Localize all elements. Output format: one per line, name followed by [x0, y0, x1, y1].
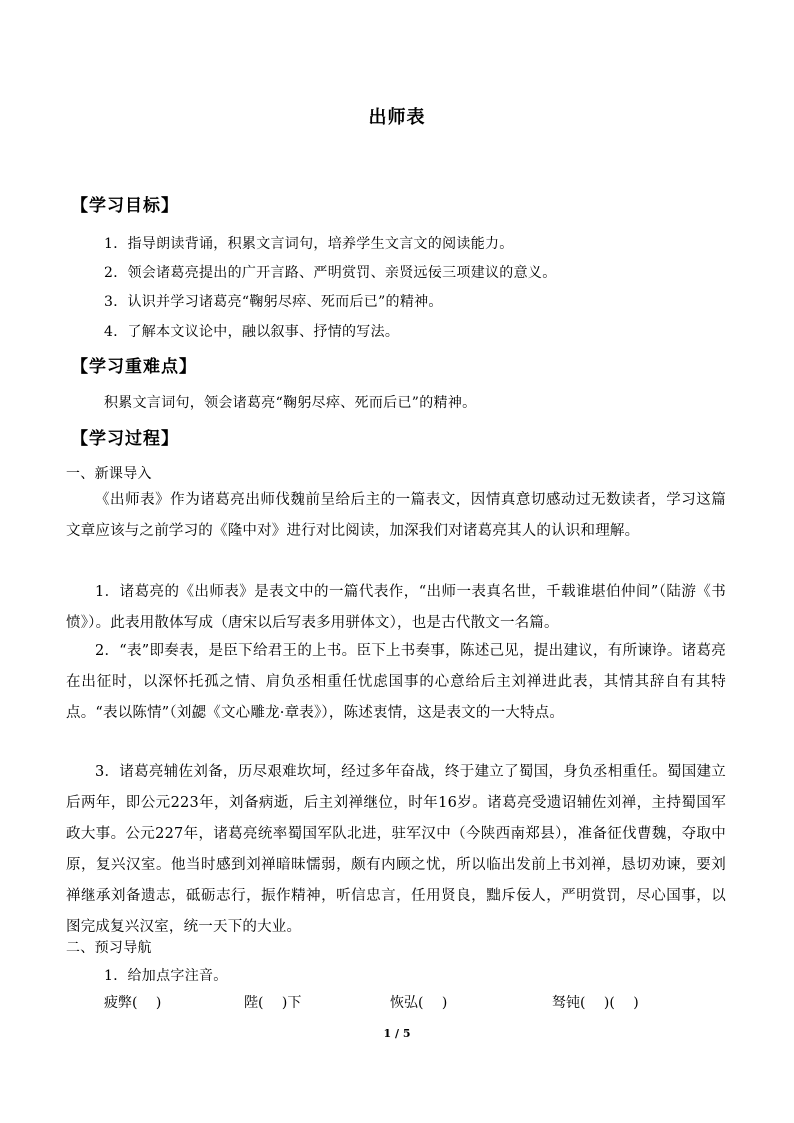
part1-title: 一、新课导入	[66, 466, 152, 482]
fill-item: 恢弘( )	[390, 995, 448, 1011]
goal-item: 2．领会诸葛亮提出的广开言路、严明赏罚、亲贤远佞三项建议的意义。	[104, 265, 557, 281]
section-heading-key-points: 【学习重难点】	[71, 357, 197, 377]
page-title: 出师表	[368, 107, 426, 128]
page-number: 1 / 5	[383, 1027, 411, 1040]
fill-item: 陛( )下	[244, 995, 302, 1011]
fill-item: 驽钝( )( )	[552, 995, 639, 1011]
section-heading-goals: 【学习目标】	[71, 196, 179, 216]
goal-item: 1．指导朗读背诵，积累文言词句，培养学生文言文的阅读能力。	[104, 236, 514, 252]
key-points-text: 积累文言词句，领会诸葛亮“鞠躬尽瘁、死而后已”的精神。	[104, 395, 477, 411]
section-heading-process: 【学习过程】	[71, 429, 179, 449]
point-3-paragraph: 3．诸葛亮辅佐刘备，历尽艰难坎坷，经过多年奋战，终于建立了蜀国，身负丞相重任。蜀国建立后两年，即公元223年，刘备病逝，后主刘禅继位，时年16岁。诸葛亮受遗诏辅佐刘禅，主持蜀国军政大事。公元227年，诸葛亮统率蜀国军队北进，驻军汉中（今陕西南郑县），准备征伐曹魏，夺取中原，复兴汉室。他当时感到刘禅暗昧懦弱，颇有内顾之忧，所以临出发前上书刘禅，恳切劝谏，要刘禅继承刘备遗志，砥砺志行，振作精神，听信忠言，任用贤良，黜斥佞人，严明赏罚，尽心国事，以图完成复兴汉室，统一天下的大业。	[66, 764, 726, 935]
intro-paragraph: 《出师表》作为诸葛亮出师伐魏前呈给后主的一篇表文，因情真意切感动过无数读者，学习这篇文章应该与之前学习的《隆中对》进行对比阅读，加深我们对诸葛亮其人的认识和理解。	[66, 492, 726, 539]
part2-title: 二、预习导航	[66, 940, 152, 956]
goal-item: 3．认识并学习诸葛亮“鞠躬尽瘁、死而后已”的精神。	[104, 294, 443, 310]
point-1-paragraph: 1．诸葛亮的《出师表》是表文中的一篇代表作，“出师一表真名世，千载谁堪伯仲间”（陆游《书愤》）。此表用散体写成（唐宋以后写表多用骈体文），也是古代散文一名篇。	[66, 584, 726, 631]
point-2-paragraph: 2．“表”即奏表，是臣下给君王的上书。臣下上书奏事，陈述己见，提出建议，有所谏诤。诸葛亮在出征时，以深怀托孤之情、肩负丞相重任忧虑国事的心意给后主刘禅进此表，其情其辞自有其特点。“表以陈情”（刘勰《文心雕龙·章表》），陈述衷情，这是表文的一大特点。	[66, 643, 726, 721]
task-1: 1．给加点字注音。	[104, 968, 228, 984]
goal-item: 4．了解本文议论中，融以叙事、抒情的写法。	[104, 324, 400, 340]
fill-item: 疲弊( )	[104, 995, 162, 1011]
